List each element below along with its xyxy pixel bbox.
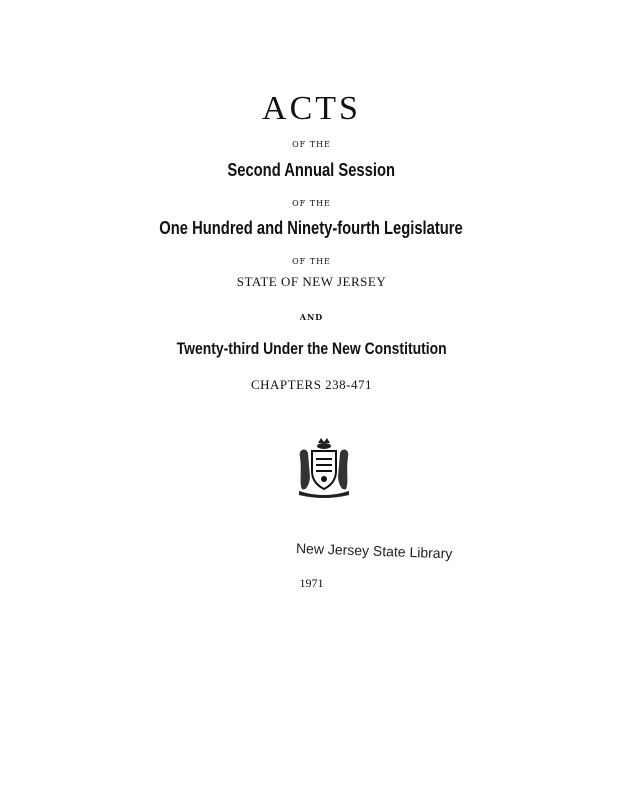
constitution-heading-text: Twenty-third Under the New Constitution xyxy=(176,339,447,358)
publication-year: 1971 xyxy=(299,576,324,590)
and-label: AND xyxy=(299,312,324,322)
state-name: STATE OF NEW JERSEY xyxy=(236,274,387,289)
constitution-heading xyxy=(0,339,623,359)
session-heading xyxy=(0,160,623,181)
session-heading-text: Second Annual Session xyxy=(227,160,396,180)
of-the-label: OF THE xyxy=(292,199,331,208)
state-seal-icon xyxy=(296,437,352,499)
page-title: ACTS xyxy=(262,90,361,127)
of-the-label: OF THE xyxy=(292,257,331,266)
legislature-heading-text: One Hundred and Ninety-fourth Legislature xyxy=(159,218,464,238)
of-the-label: OF THE xyxy=(292,140,331,149)
library-stamp: New Jersey State Library xyxy=(295,540,453,562)
chapters-range: CHAPTERS 238-471 xyxy=(250,377,373,392)
legislature-heading xyxy=(0,218,623,239)
